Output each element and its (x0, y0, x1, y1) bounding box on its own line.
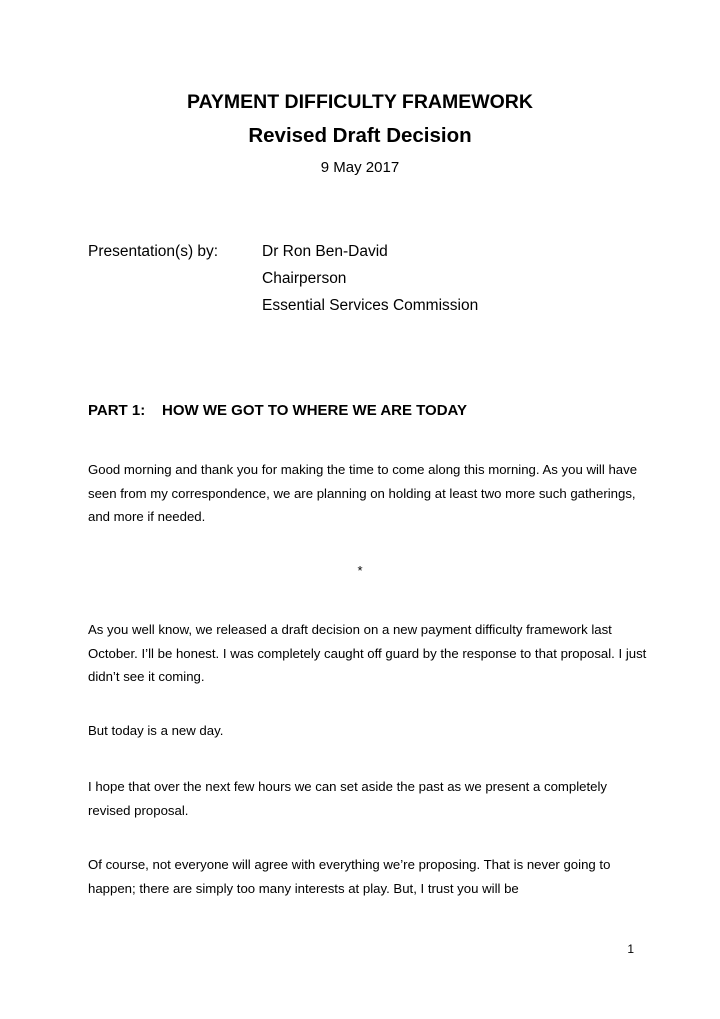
section-number: PART 1: (88, 402, 146, 419)
section-heading (88, 400, 467, 422)
presenter-label: Presentation(s) by: (88, 243, 219, 260)
document-title: PAYMENT DIFFICULTY FRAMEWORK (187, 91, 533, 113)
page-number: 1 (627, 942, 634, 956)
paragraph: Good morning and thank you for making the time to come along this morning. As you will have seen from my correspondence, we are planning on holding at least two more such gatherings, and more if needed. (88, 462, 638, 524)
section-title: HOW WE GOT TO WHERE WE ARE TODAY (162, 402, 468, 419)
presenter-name: Dr Ron Ben-David (262, 243, 388, 260)
paragraph: But today is a new day. (88, 723, 224, 738)
presenter-role: Chairperson (262, 270, 347, 287)
paragraph: As you well know, we released a draft decision on a new payment difficulty framework last October. I’ll be honest. I was completely caught off guard by the response to that proposal. I just didn’t see it coming. (88, 622, 647, 684)
paragraph: Of course, not everyone will agree with everything we’re proposing. That is never going to happen; there are simply too many interests at play. But, I trust you will be (88, 857, 611, 896)
paragraph: I hope that over the next few hours we can set aside the past as we present a completely revised proposal. (88, 779, 608, 818)
section-separator: * (357, 563, 363, 578)
presenter-organisation: Essential Services Commission (262, 297, 479, 314)
document-subtitle: Revised Draft Decision (248, 124, 472, 147)
document-date: 9 May 2017 (320, 159, 400, 176)
presenter-details (262, 238, 478, 319)
